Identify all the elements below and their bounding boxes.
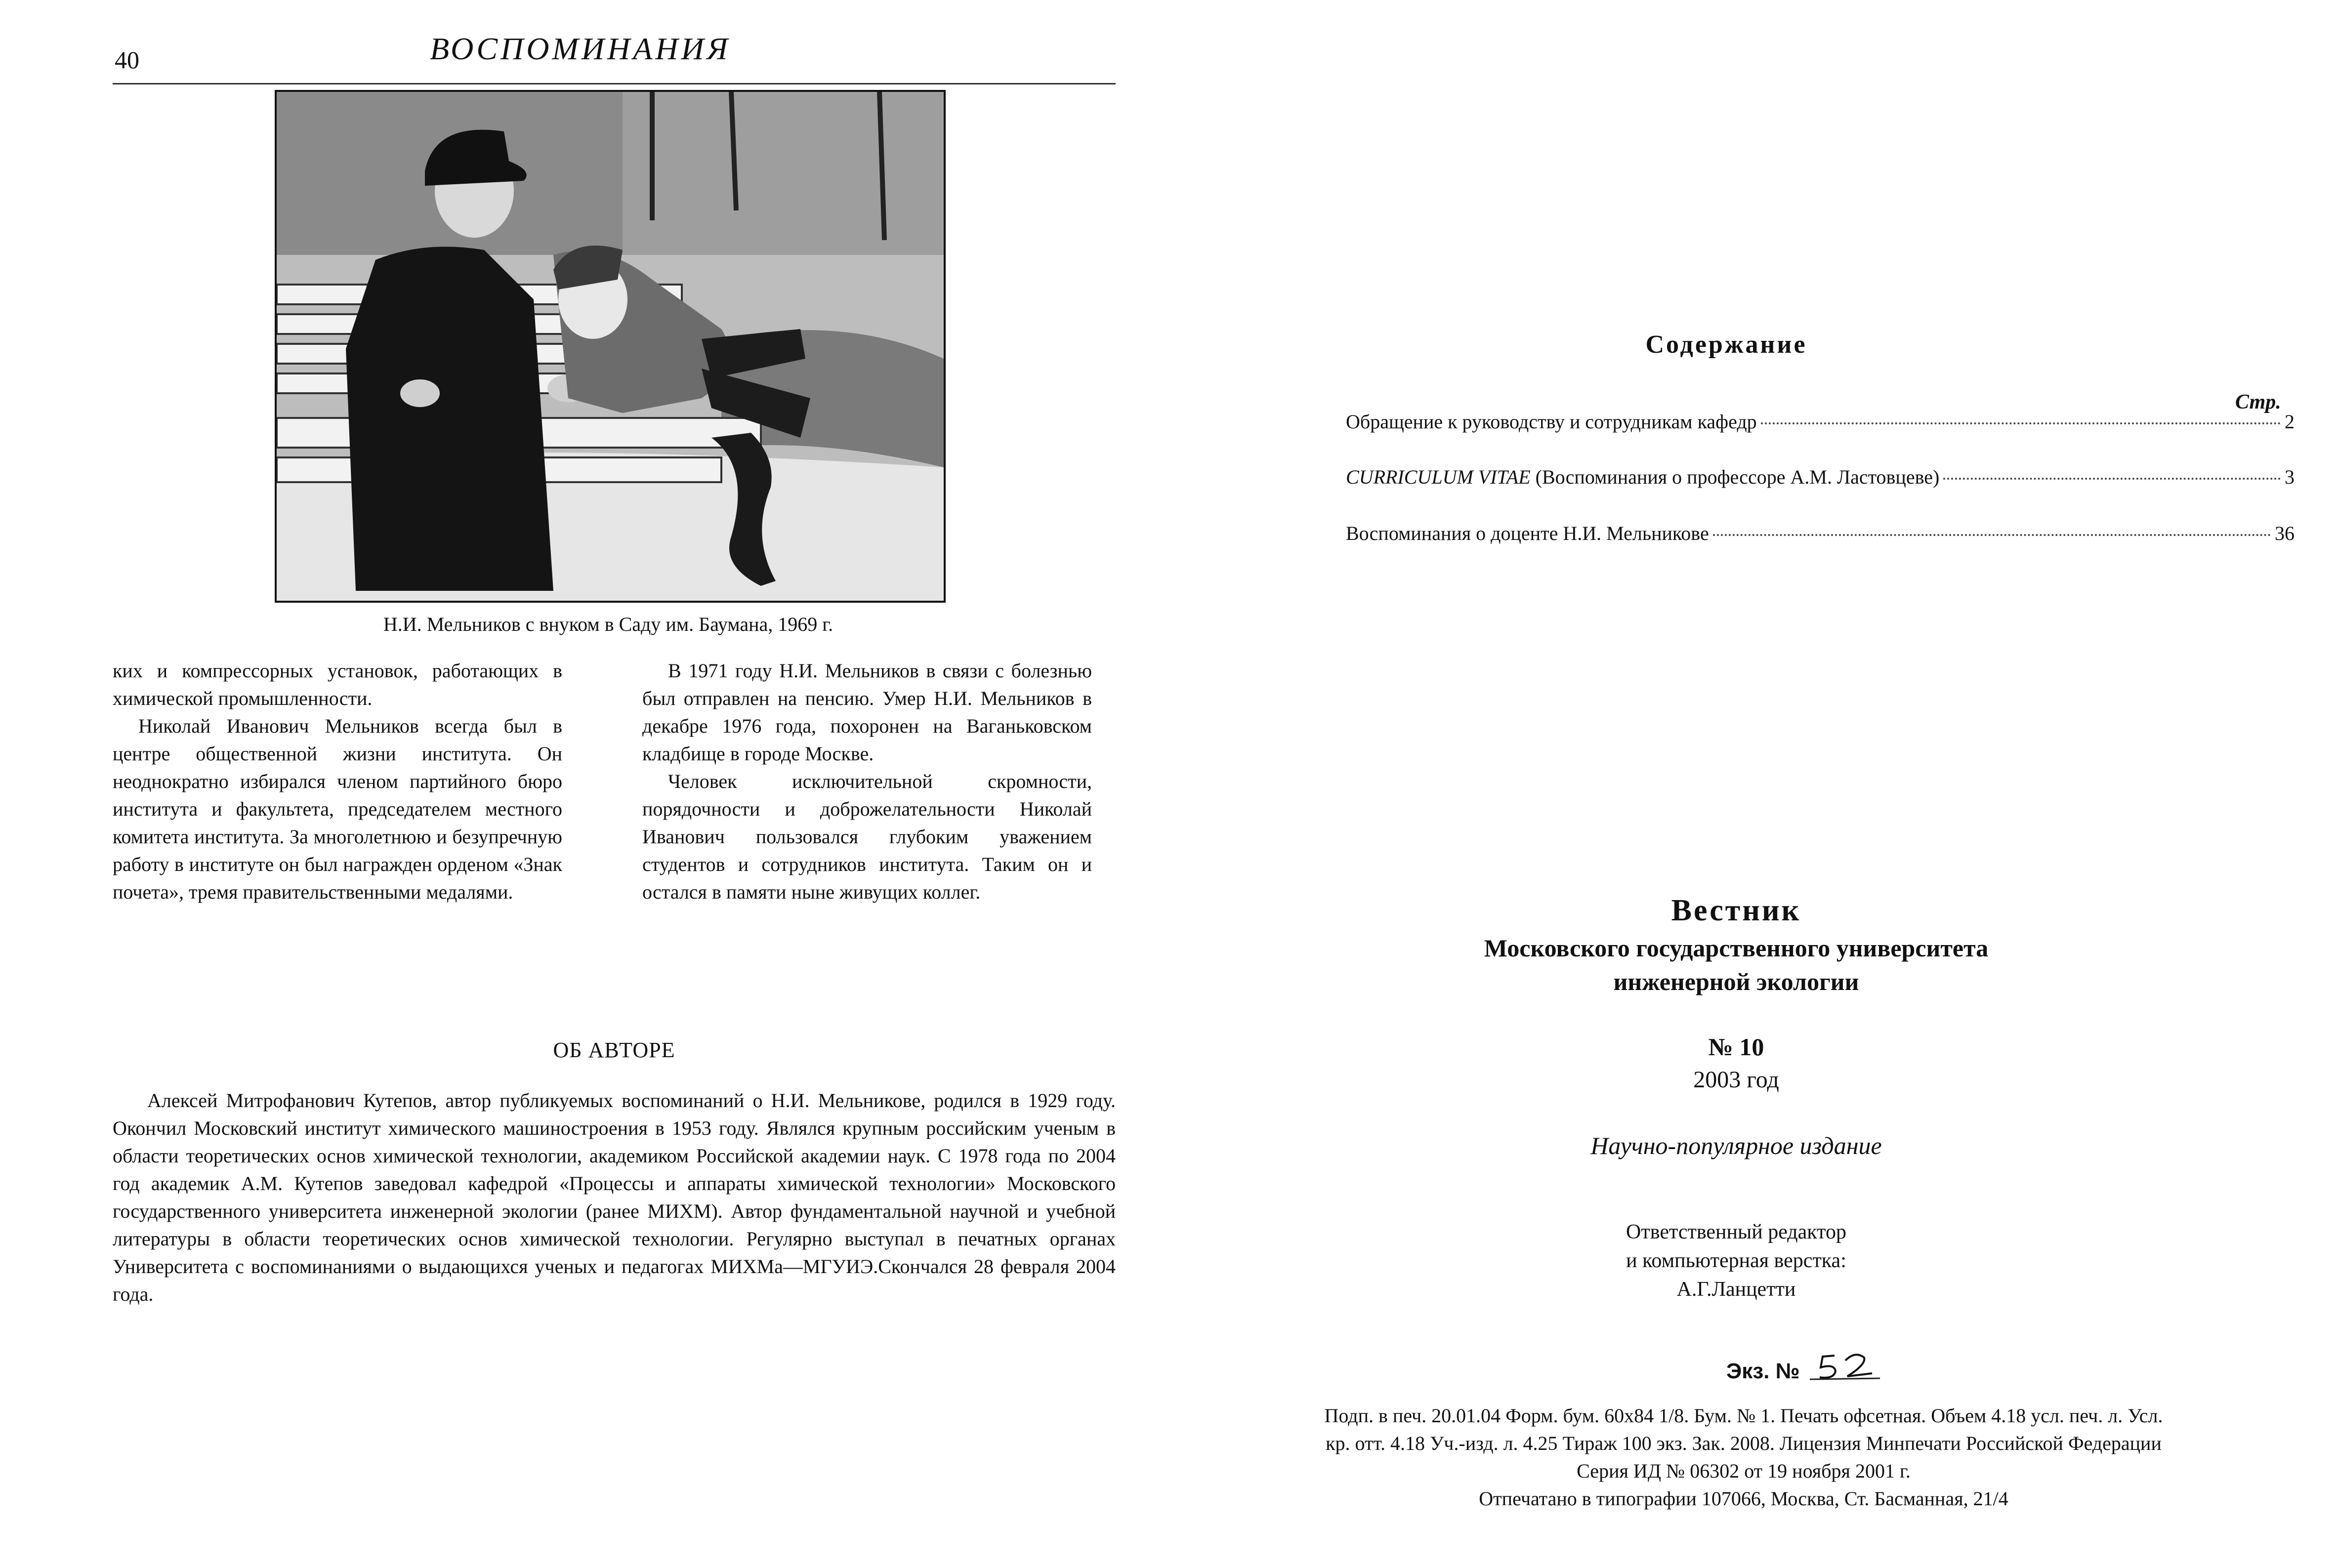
journal-subtitle: инженерной экологии xyxy=(1613,968,1859,995)
about-author-heading: ОБ АВТОРЕ xyxy=(553,1038,675,1062)
journal-subtitle: Московского государственного университета xyxy=(1484,934,1989,962)
imprint-line: Подп. в печ. 20.01.04 Форм. бум. 60х84 1/8. Бум. № 1. Печать офсетная. Объем 4.18 усл. печ. л. Усл. xyxy=(1324,1404,2163,1427)
toc-page-label: Стр. xyxy=(2235,391,2281,413)
copy-number-label: Экз. № xyxy=(1726,1359,1800,1383)
photo-melnikov-with-grandson xyxy=(275,90,946,603)
paragraph: В 1971 году Н.И. Мельников в связи с болезнью был отправлен на пенсию. Умер Н.И. Мельников в декабре 1976 года, похоронен на Ваганьковском кладбище в городе Москве. xyxy=(642,660,1092,765)
editor-line: и компьютерная верстка: xyxy=(1626,1249,1846,1272)
toc-item-title-rest: (Воспоминания о профессоре А.М. Ластовцеве) xyxy=(1530,466,1940,488)
paragraph: Николай Иванович Мельников всегда был в центре общественной жизни института. Он неоднократно избирался членом партийного бюро института и факультета, председателем местного комитета института. За многолетнюю и безупречную работу в институте он был награжден орденом «Знак почета», тремя правительственными медалями. xyxy=(113,715,562,903)
dot-leader xyxy=(1943,478,2281,480)
editor-line: Ответственный редактор xyxy=(1626,1221,1846,1243)
journal-title: Вестник xyxy=(1671,894,1801,927)
imprint-line: Отпечатано в типографии 107066, Москва, Ст. Басманная, 21/4 xyxy=(1479,1487,2008,1510)
toc-title: Содержание xyxy=(1645,330,1807,359)
toc-item xyxy=(1346,465,2294,489)
toc-item-page: 2 xyxy=(2285,411,2294,433)
editor-name: А.Г.Ланцетти xyxy=(1676,1278,1796,1301)
imprint-line: кр. отт. 4.18 Уч.-изд. л. 4.25 Тираж 100 экз. Зак. 2008. Лицензия Минпечати Российской Федерации xyxy=(1326,1432,2162,1454)
about-author-text: Алексей Митрофанович Кутепов, автор публикуемых воспоминаний о Н.И. Мельникове, родился в 1929 году. Окончил Московский институт химического машиностроения в 1953 году. Являлся крупным российским ученым в области теоретических основ химической технологии, академиком Российской академии наук. С 1978 года по 2004 год академик А.М. Кутепов заведовал кафедрой «Процессы и аппараты химической технологии» Московского государственного университета инженерной экологии (ранее МИХМ). Автор фундаментальной научной и учебной литературы в области теоретических основ химической технологии. Регулярно выступал в печатных органах Университета с воспоминаниями о выдающихся ученых и педагогах МИХМа—МГУИЭ.Скончался 28 февраля 2004 года. xyxy=(113,1089,1116,1305)
copy-number xyxy=(1726,1349,1885,1388)
toc-item xyxy=(1346,522,2294,545)
toc-item-title xyxy=(1346,465,1939,489)
imprint-line: Серия ИД № 06302 от 19 ноября 2001 г. xyxy=(1577,1460,1911,1482)
handwritten-copy-number xyxy=(1806,1349,1885,1388)
running-title: ВОСПОМИНАНИЯ xyxy=(430,31,731,66)
toc-item-page: 3 xyxy=(2285,466,2294,488)
paragraph: ких и компрессорных установок, работающих в химической промышленности. xyxy=(113,660,562,709)
toc-item-page: 36 xyxy=(2275,522,2294,544)
toc-item-title: Обращение к руководству и сотрудникам кафедр xyxy=(1346,411,1757,433)
header-rule xyxy=(113,83,1116,84)
photo-caption: Н.И. Мельников с внуком в Саду им. Баумана, 1969 г. xyxy=(383,613,834,635)
photo-illustration xyxy=(277,92,944,601)
paragraph: Человек исключительной скромности, порядочности и доброжелательности Николай Иванович пользовался глубоким уважением студентов и сотрудников института. Таким он и остался в памяти ныне живущих коллег. xyxy=(642,770,1092,903)
issue-year: 2003 год xyxy=(1693,1067,1779,1093)
publication-type: Научно-популярное издание xyxy=(1590,1132,1882,1159)
toc-item-title: Воспоминания о доценте Н.И. Мельникове xyxy=(1346,522,1709,544)
right-page xyxy=(1168,0,2336,1568)
toc-item-title-italic: CURRICULUM VITAE xyxy=(1346,466,1531,488)
toc-item xyxy=(1346,410,2294,433)
issue-number: № 10 xyxy=(1708,1033,1764,1061)
text-column-left xyxy=(113,657,562,906)
text-column-right xyxy=(642,657,1092,906)
dot-leader xyxy=(1761,422,2281,424)
dot-leader xyxy=(1713,534,2271,536)
page-number: 40 xyxy=(115,46,139,74)
